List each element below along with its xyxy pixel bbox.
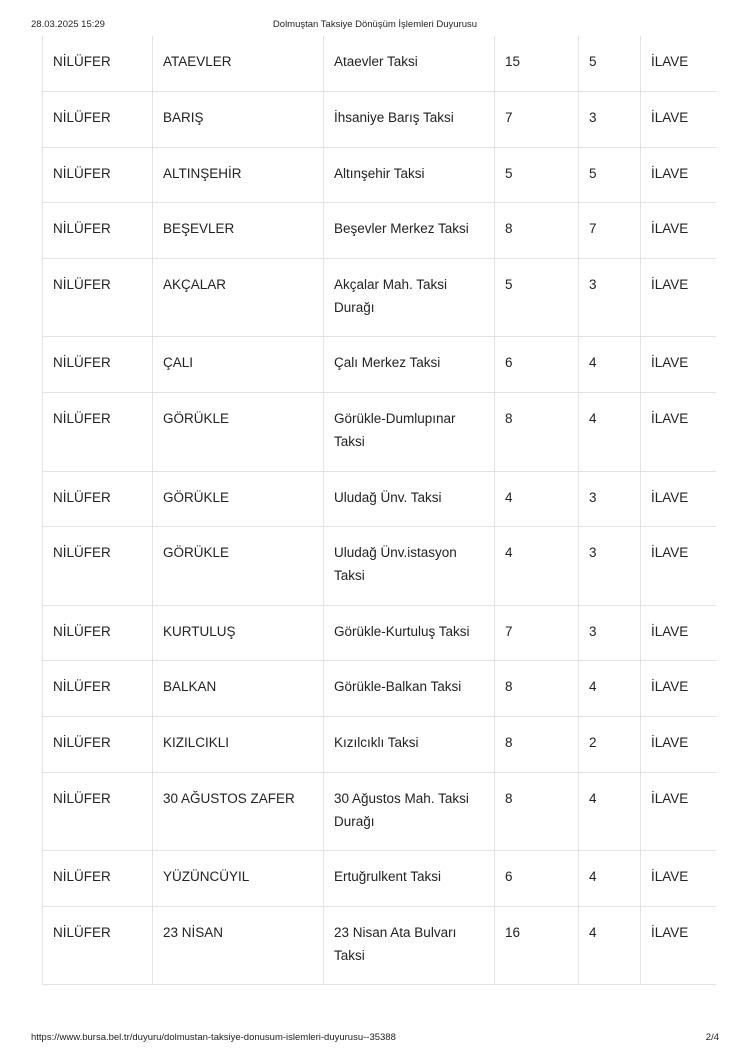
- current-count-cell: 5: [495, 258, 579, 337]
- current-count-cell: 7: [495, 92, 579, 148]
- table-body: [43, 36, 717, 985]
- taxi-stand-cell: Çalı Merkez Taksi: [324, 337, 495, 393]
- taxi-stand-cell: Görükle-Balkan Taksi: [324, 661, 495, 717]
- neighborhood-cell: AKÇALAR: [153, 258, 324, 337]
- neighborhood-cell: ATAEVLER: [153, 36, 324, 92]
- district-cell: NİLÜFER: [43, 393, 153, 472]
- neighborhood-cell: 30 AĞUSTOS ZAFER: [153, 772, 324, 851]
- table-row: [43, 851, 717, 907]
- page-url: https://www.bursa.bel.tr/duyuru/dolmustan-taksiye-donusum-islemleri-duyurusu--35388: [31, 1032, 396, 1043]
- neighborhood-cell: BALKAN: [153, 661, 324, 717]
- taxi-stand-cell: Ertuğrulkent Taksi: [324, 851, 495, 907]
- district-cell: NİLÜFER: [43, 258, 153, 337]
- table-row: [43, 527, 717, 606]
- neighborhood-cell: GÖRÜKLE: [153, 527, 324, 606]
- current-count-cell: 8: [495, 717, 579, 773]
- district-cell: NİLÜFER: [43, 203, 153, 259]
- additional-count-cell: 4: [579, 851, 641, 907]
- status-cell: İLAVE: [641, 906, 717, 985]
- district-cell: NİLÜFER: [43, 851, 153, 907]
- taxi-stand-cell: Akçalar Mah. Taksi Durağı: [324, 258, 495, 337]
- district-cell: NİLÜFER: [43, 36, 153, 92]
- status-cell: İLAVE: [641, 36, 717, 92]
- print-footer: [31, 1032, 719, 1046]
- table-row: [43, 471, 717, 527]
- district-cell: NİLÜFER: [43, 772, 153, 851]
- status-cell: İLAVE: [641, 527, 717, 606]
- current-count-cell: 6: [495, 851, 579, 907]
- neighborhood-cell: YÜZÜNCÜYIL: [153, 851, 324, 907]
- status-cell: İLAVE: [641, 258, 717, 337]
- status-cell: İLAVE: [641, 471, 717, 527]
- district-cell: NİLÜFER: [43, 717, 153, 773]
- table-row: [43, 36, 717, 92]
- taxi-stand-cell: Görükle-Kurtuluş Taksi: [324, 605, 495, 661]
- neighborhood-cell: ALTINŞEHİR: [153, 147, 324, 203]
- taxi-stand-cell: 23 Nisan Ata Bulvarı Taksi: [324, 906, 495, 985]
- taxi-stand-cell: Görükle-Dumlupınar Taksi: [324, 393, 495, 472]
- additional-count-cell: 3: [579, 92, 641, 148]
- status-cell: İLAVE: [641, 772, 717, 851]
- status-cell: İLAVE: [641, 605, 717, 661]
- table-row: [43, 393, 717, 472]
- current-count-cell: 5: [495, 147, 579, 203]
- additional-count-cell: 4: [579, 906, 641, 985]
- print-page-title: Dolmuştan Taksiye Dönüşüm İşlemleri Duyurusu: [272, 19, 478, 30]
- additional-count-cell: 7: [579, 203, 641, 259]
- table-row: [43, 92, 717, 148]
- additional-count-cell: 2: [579, 717, 641, 773]
- additional-count-cell: 4: [579, 393, 641, 472]
- neighborhood-cell: GÖRÜKLE: [153, 393, 324, 472]
- table-row: [43, 717, 717, 773]
- print-datetime: 28.03.2025 15:29: [31, 19, 105, 30]
- current-count-cell: 8: [495, 393, 579, 472]
- neighborhood-cell: GÖRÜKLE: [153, 471, 324, 527]
- status-cell: İLAVE: [641, 147, 717, 203]
- status-cell: İLAVE: [641, 203, 717, 259]
- neighborhood-cell: KURTULUŞ: [153, 605, 324, 661]
- taxi-stand-cell: Kızılcıklı Taksi: [324, 717, 495, 773]
- table-row: [43, 906, 717, 985]
- taxi-stand-cell: Uludağ Ünv.istasyon Taksi: [324, 527, 495, 606]
- district-cell: NİLÜFER: [43, 147, 153, 203]
- taxi-stand-cell: İhsaniye Barış Taksi: [324, 92, 495, 148]
- additional-count-cell: 4: [579, 661, 641, 717]
- table-row: [43, 772, 717, 851]
- neighborhood-cell: 23 NİSAN: [153, 906, 324, 985]
- taxi-stand-table-wrapper: [42, 36, 716, 985]
- table-row: [43, 258, 717, 337]
- taxi-stand-cell: 30 Ağustos Mah. Taksi Durağı: [324, 772, 495, 851]
- taxi-stand-cell: Ataevler Taksi: [324, 36, 495, 92]
- district-cell: NİLÜFER: [43, 605, 153, 661]
- neighborhood-cell: KIZILCIKLI: [153, 717, 324, 773]
- table-row: [43, 337, 717, 393]
- status-cell: İLAVE: [641, 393, 717, 472]
- taxi-stand-table: [42, 36, 716, 985]
- table-row: [43, 661, 717, 717]
- district-cell: NİLÜFER: [43, 906, 153, 985]
- print-header: [31, 19, 719, 33]
- status-cell: İLAVE: [641, 717, 717, 773]
- page-number: 2/4: [705, 1032, 719, 1043]
- district-cell: NİLÜFER: [43, 471, 153, 527]
- current-count-cell: 4: [495, 527, 579, 606]
- neighborhood-cell: ÇALI: [153, 337, 324, 393]
- additional-count-cell: 5: [579, 147, 641, 203]
- table-row: [43, 605, 717, 661]
- additional-count-cell: 4: [579, 337, 641, 393]
- current-count-cell: 4: [495, 471, 579, 527]
- table-row: [43, 203, 717, 259]
- current-count-cell: 15: [495, 36, 579, 92]
- current-count-cell: 8: [495, 661, 579, 717]
- additional-count-cell: 3: [579, 471, 641, 527]
- additional-count-cell: 4: [579, 772, 641, 851]
- current-count-cell: 8: [495, 772, 579, 851]
- taxi-stand-cell: Uludağ Ünv. Taksi: [324, 471, 495, 527]
- district-cell: NİLÜFER: [43, 527, 153, 606]
- additional-count-cell: 3: [579, 605, 641, 661]
- district-cell: NİLÜFER: [43, 661, 153, 717]
- neighborhood-cell: BEŞEVLER: [153, 203, 324, 259]
- taxi-stand-cell: Beşevler Merkez Taksi: [324, 203, 495, 259]
- taxi-stand-cell: Altınşehir Taksi: [324, 147, 495, 203]
- district-cell: NİLÜFER: [43, 337, 153, 393]
- additional-count-cell: 3: [579, 527, 641, 606]
- status-cell: İLAVE: [641, 337, 717, 393]
- additional-count-cell: 3: [579, 258, 641, 337]
- current-count-cell: 7: [495, 605, 579, 661]
- current-count-cell: 6: [495, 337, 579, 393]
- additional-count-cell: 5: [579, 36, 641, 92]
- current-count-cell: 8: [495, 203, 579, 259]
- status-cell: İLAVE: [641, 92, 717, 148]
- district-cell: NİLÜFER: [43, 92, 153, 148]
- status-cell: İLAVE: [641, 661, 717, 717]
- neighborhood-cell: BARIŞ: [153, 92, 324, 148]
- table-row: [43, 147, 717, 203]
- status-cell: İLAVE: [641, 851, 717, 907]
- current-count-cell: 16: [495, 906, 579, 985]
